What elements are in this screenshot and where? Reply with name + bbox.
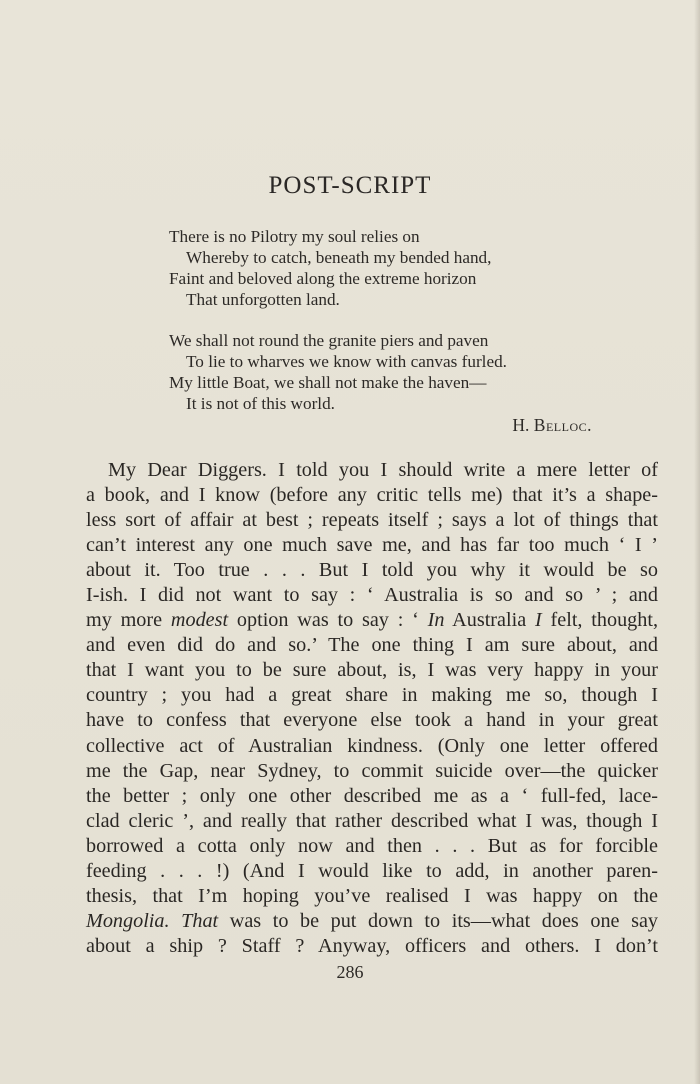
author-initial: H.	[512, 415, 530, 435]
prose-line: Mongolia. That was to be put down to its—what does one say	[86, 909, 658, 932]
stanza-gap	[169, 310, 599, 330]
poem-line: It is not of this world.	[186, 394, 335, 413]
prose-line: about it. Too true . . . But I told you why it would be so	[86, 559, 658, 582]
prose-line: a book, and I know (before any critic tells me) that it’s a shape-	[86, 484, 658, 507]
poem-line: Faint and beloved along the extreme horizon	[169, 269, 477, 288]
epigraph-poem	[169, 226, 599, 414]
page-number: 286	[336, 962, 364, 982]
poem-line: That unforgotten land.	[186, 290, 340, 309]
prose-line: can’t interest any one much save me, and has far too much ‘ I ’	[86, 534, 658, 557]
prose-line: less sort of affair at best ; repeats itself ; says a lot of things that	[86, 509, 658, 532]
prose-line: collective act of Australian kindness. (Only one letter offered	[86, 734, 658, 757]
poem-line: There is no Pilotry my soul relies on	[169, 227, 420, 246]
page-title: POST-SCRIPT	[268, 172, 432, 199]
prose-line: and even did do and so.’ The one thing I am sure about, and	[86, 634, 658, 657]
prose-line: borrowed a cotta only now and then . . . But as for forcible	[86, 834, 658, 857]
prose-line: I-ish. I did not want to say : ‘ Australia is so and so ’ ; and	[86, 584, 658, 607]
prose-line: me the Gap, near Sydney, to commit suicide over—the quicker	[86, 759, 658, 782]
poem-line: To lie to wharves we know with canvas furled.	[186, 352, 507, 371]
prose-line: my more modest option was to say : ‘ In Australia I felt, thought,	[86, 609, 659, 632]
prose-line: thesis, that I’m hoping you’ve realised I was happy on the	[86, 884, 658, 907]
prose-line: that I want you to be sure about, is, I was very happy in your	[86, 659, 658, 682]
poem-line: We shall not round the granite piers and paven	[169, 331, 489, 350]
page-edge-shadow	[694, 0, 700, 1084]
letter-body	[86, 458, 658, 959]
prose-line: clad cleric ’, and really that rather described what I was, though I	[86, 809, 658, 832]
prose-line: My Dear Diggers. I told you I should write a mere letter of	[108, 459, 658, 481]
poem-line: My little Boat, we shall not make the haven—	[169, 373, 487, 392]
poem-attribution	[0, 415, 592, 436]
prose-line: country ; you had a great share in making me so, though I	[86, 684, 658, 707]
poem-line: Whereby to catch, beneath my bended hand,	[186, 248, 492, 267]
author-surname: Belloc.	[533, 415, 592, 435]
prose-line: about a ship ? Staff ? Anyway, officers and others. I don’t	[86, 934, 658, 957]
prose-line: have to confess that everyone else took a hand in your great	[86, 709, 658, 732]
prose-line: the better ; only one other described me as a ‘ full-fed, lace-	[86, 784, 658, 807]
prose-line: feeding . . . !) (And I would like to add, in another paren-	[86, 859, 658, 882]
